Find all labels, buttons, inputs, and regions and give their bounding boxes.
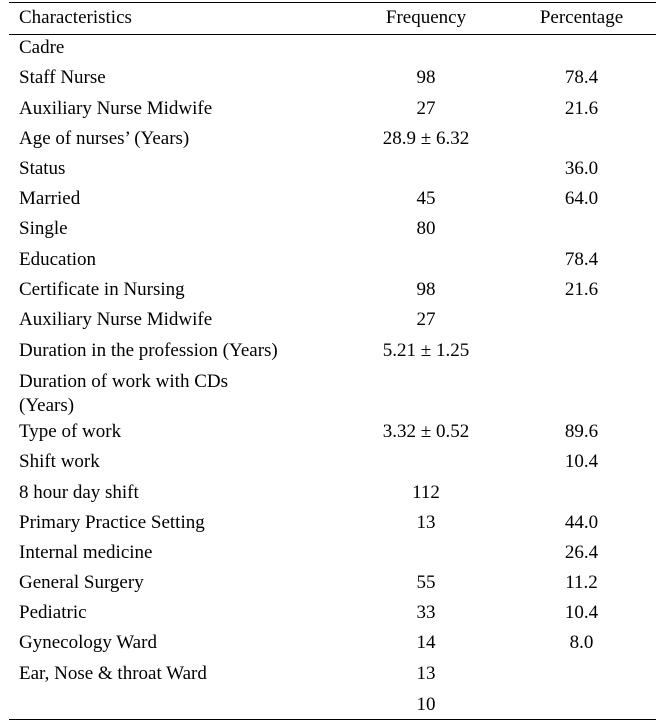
cell-frequency: 45 [416, 188, 436, 209]
cell-characteristics: Duration in the profession (Years) [19, 340, 278, 361]
cell-percentage: 78.4 [564, 67, 599, 88]
header-characteristics: Characteristics [19, 7, 132, 28]
cell-characteristics: Auxiliary Nurse Midwife [19, 309, 213, 330]
table-top-rule [9, 2, 656, 3]
cell-characteristics: 8 hour day shift [19, 482, 139, 503]
cell-characteristics: Cadre [19, 37, 65, 58]
header-percentage: Percentage [539, 7, 624, 28]
cell-frequency: 28.9 ± 6.32 [382, 128, 470, 149]
cell-frequency: 5.21 ± 1.25 [382, 340, 470, 361]
cell-frequency: 80 [416, 218, 436, 239]
cell-frequency: 13 [416, 663, 436, 684]
cell-frequency: 33 [416, 602, 436, 623]
cell-percentage: 26.4 [564, 542, 599, 563]
cell-percentage: 11.2 [565, 572, 598, 593]
cell-percentage: 8.0 [569, 632, 594, 653]
cell-characteristics: Pediatric [19, 602, 87, 623]
cell-characteristics: Certificate in Nursing [19, 279, 185, 300]
cell-percentage: 44.0 [564, 512, 599, 533]
cell-percentage: 78.4 [564, 249, 599, 270]
cell-frequency: 98 [416, 67, 436, 88]
cell-characteristics: Auxiliary Nurse Midwife [19, 98, 213, 119]
cell-characteristics: Duration of work with CDs [19, 371, 228, 392]
table-bottom-rule [9, 719, 656, 720]
cell-characteristics: General Surgery [19, 572, 144, 593]
cell-frequency: 55 [416, 572, 436, 593]
cell-percentage: 36.0 [564, 158, 599, 179]
cell-characteristics: Single [19, 218, 68, 239]
cell-frequency: 112 [412, 482, 440, 503]
cell-characteristics: Staff Nurse [19, 67, 106, 88]
cell-percentage: 21.6 [564, 279, 599, 300]
header-frequency: Frequency [385, 7, 467, 28]
cell-characteristics: Age of nurses’ (Years) [19, 128, 190, 149]
cell-percentage: 89.6 [564, 421, 599, 442]
cell-characteristics: Primary Practice Setting [19, 512, 205, 533]
cell-characteristics: Internal medicine [19, 542, 153, 563]
cell-characteristics: Type of work [19, 421, 122, 442]
cell-frequency: 3.32 ± 0.52 [382, 421, 470, 442]
cell-frequency: 10 [416, 694, 436, 715]
cell-frequency: 13 [416, 512, 436, 533]
cell-frequency: 14 [416, 632, 436, 653]
table-header-rule [9, 34, 656, 35]
cell-characteristics: Married [19, 188, 81, 209]
cell-percentage: 10.4 [564, 602, 599, 623]
cell-frequency: 27 [416, 309, 436, 330]
cell-characteristics: Education [19, 249, 97, 270]
cell-characteristics: Shift work [19, 451, 100, 472]
cell-percentage: 21.6 [564, 98, 599, 119]
cell-frequency: 98 [416, 279, 436, 300]
cell-percentage: 10.4 [564, 451, 599, 472]
cell-characteristics: Status [19, 158, 66, 179]
cell-characteristics: Gynecology Ward [19, 632, 157, 653]
cell-characteristics: Ear, Nose & throat Ward [19, 663, 207, 684]
cell-characteristics-line2: (Years) [19, 395, 75, 416]
cell-frequency: 27 [416, 98, 436, 119]
cell-percentage: 64.0 [564, 188, 599, 209]
